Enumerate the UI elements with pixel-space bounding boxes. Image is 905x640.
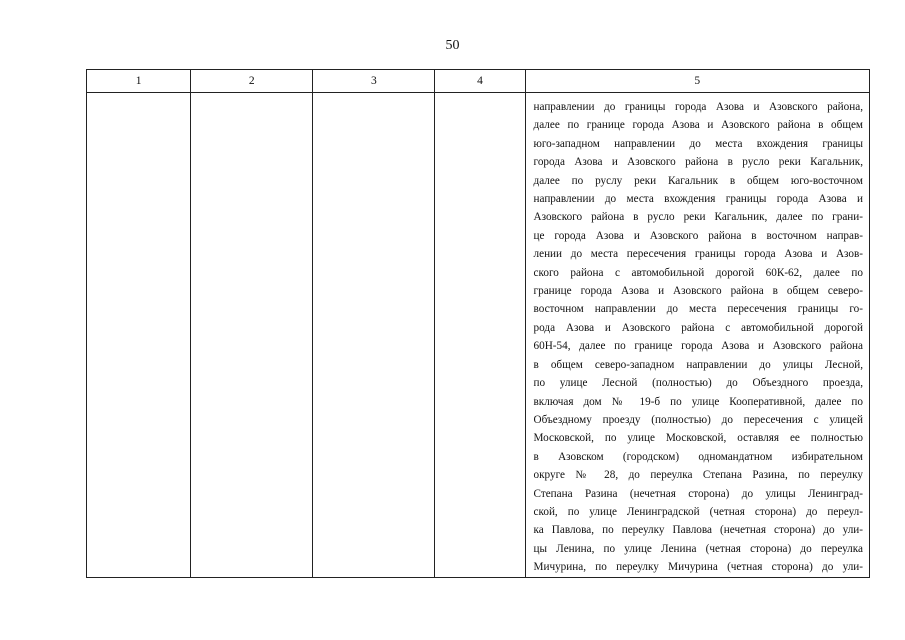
text-line: Московской, по улице Московской, оставляя ее полностью [533,432,863,445]
text-line: Азовского района в русло реки Кагальник, далее по грани- [533,211,863,224]
table-row [87,93,870,578]
text-line: далее по границе города Азова и Азовского района в общем [533,119,863,132]
column-header-5: 5 [525,70,869,93]
text-line: цы Ленина, по улице Ленина (четная сторона) до переулка [533,542,863,555]
text-line: це города Азова и Азовского района в восточном направ- [533,229,863,242]
text-line: восточном направлении до места пересечения границы го- [533,303,863,316]
boundary-description-text [526,93,869,577]
text-line: лении до места пересечения границы города Азова и Азов- [533,248,863,261]
text-line: рода Азова и Азовского района с автомобильной дорогой [533,321,863,334]
text-line: включая дом № 19-б по улице Кооперативной, далее по [533,395,863,408]
text-line: в Азовском (городском) одномандатном избирательном [533,450,863,463]
text-line: по улице Лесной (полностью) до Объездного проезда, [533,377,863,390]
text-line: границе города Азова и Азовского района в общем северо- [533,285,863,298]
text-line: города Азова и Азовского района в русло реки Кагальник, [533,156,863,169]
cell-col-3 [313,93,435,578]
text-line: далее по руслу реки Кагальник в общем юго-восточном [533,174,863,187]
text-line: в общем северо-западном направлении до улицы Лесной, [533,358,863,371]
column-header-2: 2 [191,70,313,93]
text-line: ка Павлова, по переулку Павлова (нечетная сторона) до ули- [533,524,863,537]
text-line: Мичурина, по переулку Мичурина (четная сторона) до ули- [533,561,863,574]
cell-col-5 [525,93,869,578]
cell-col-4 [435,93,525,578]
text-line: 60Н-54, далее по границе города Азова и Азовского района [533,340,863,353]
boundary-description-table [86,69,870,578]
text-line: округе № 28, до переулка Степана Разина, по переулку [533,469,863,482]
column-header-3: 3 [313,70,435,93]
text-line: направлении до границы города Азова и Азовского района, [533,101,863,113]
text-line: ской, по улице Ленинградской (четная сторона) до переул- [533,505,863,518]
table-header-row [87,70,870,93]
text-line: юго-западном направлении до места вхождения границы [533,137,863,150]
text-line: Объездному проезду (полностью) до пересечения с улицей [533,413,863,426]
text-line: Степана Разина (нечетная сторона) до улицы Ленинград- [533,487,863,500]
column-header-1: 1 [87,70,191,93]
text-line: ского района с автомобильной дорогой 60К-62, далее по [533,266,863,279]
page-number: 50 [445,38,460,53]
cell-col-1 [87,93,191,578]
cell-col-2 [191,93,313,578]
column-header-4: 4 [435,70,525,93]
text-line: направлении до места вхождения границы города Азова и [533,193,863,206]
